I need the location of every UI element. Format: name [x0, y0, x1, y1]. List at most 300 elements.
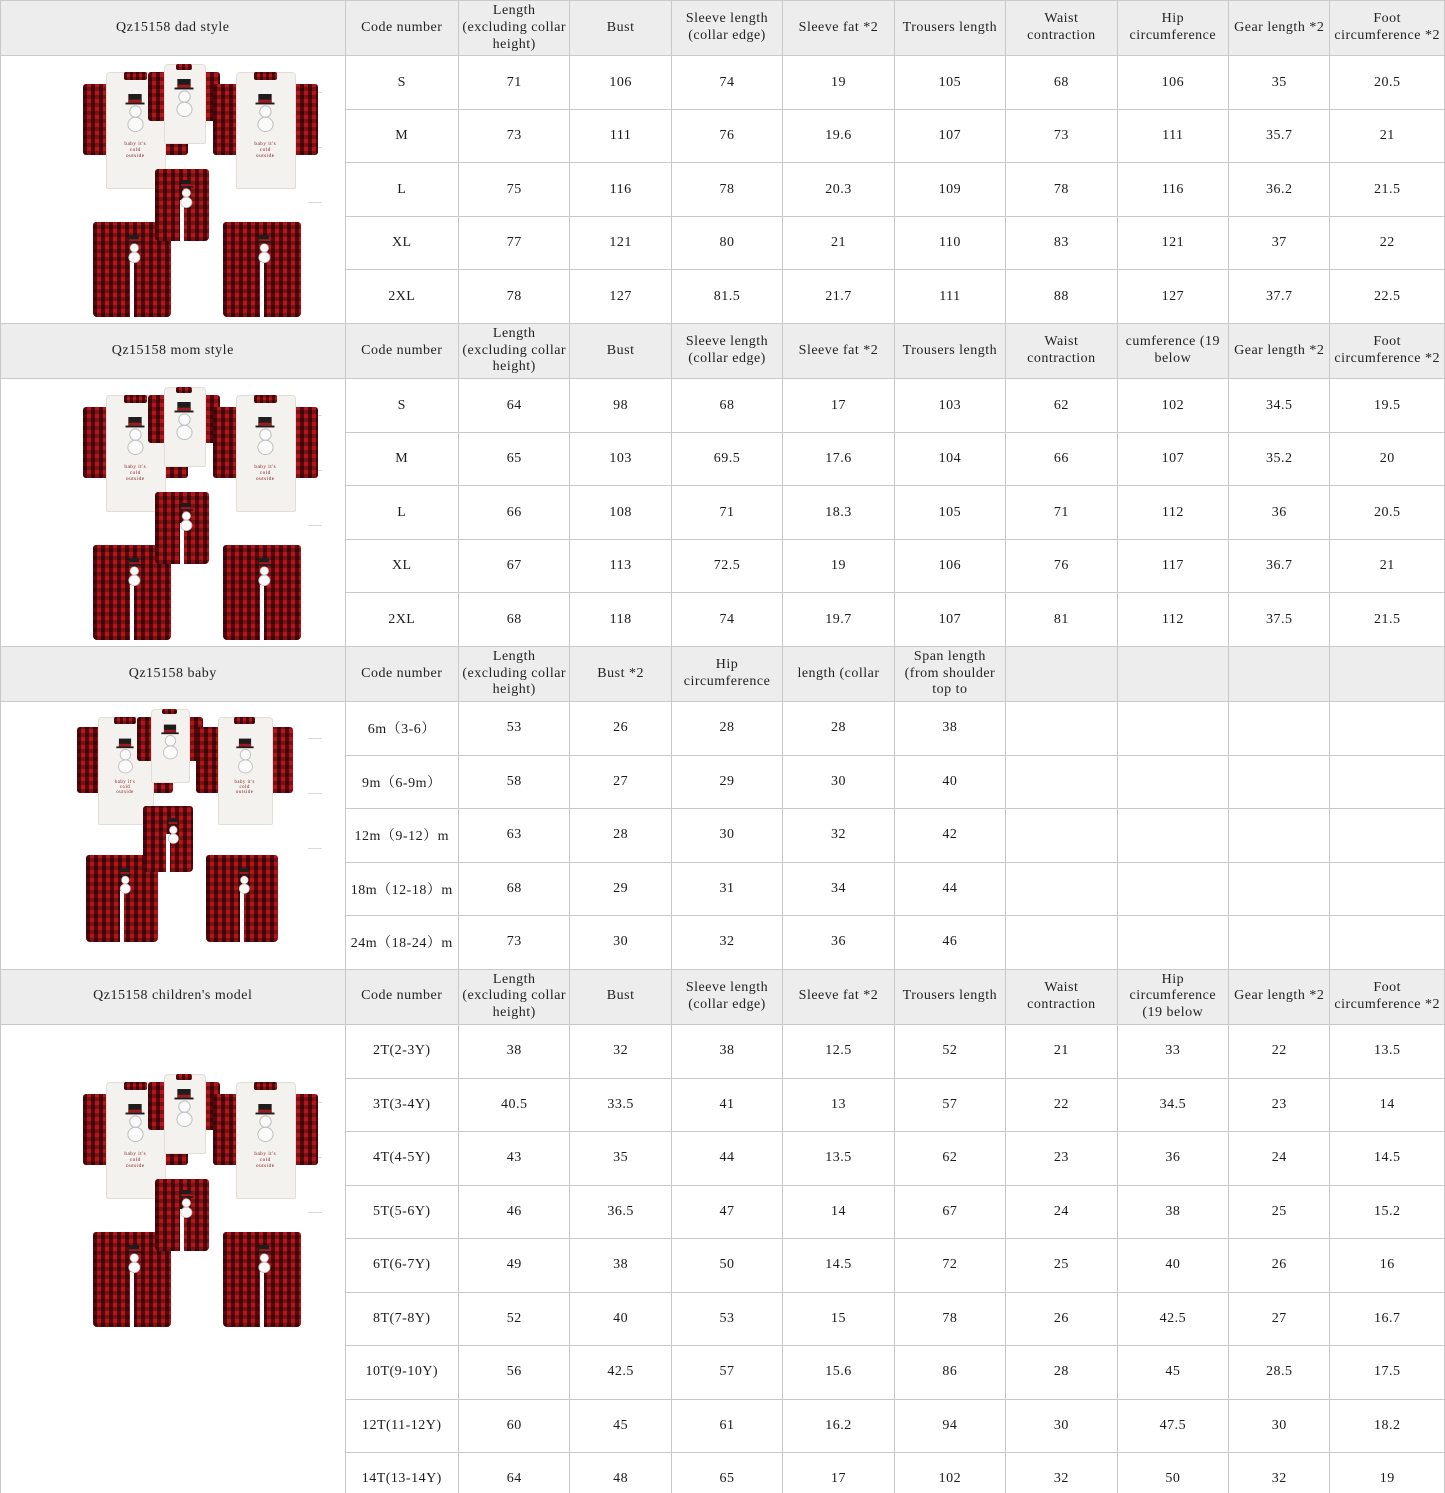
column-header: Sleeve fat *2	[783, 969, 894, 1024]
column-header: Sleeve fat *2	[783, 323, 894, 378]
table-cell	[1229, 755, 1330, 809]
divider-line	[308, 848, 322, 849]
table-cell: 78	[671, 163, 782, 217]
column-header: Sleeve length (collar edge)	[671, 969, 782, 1024]
column-header: Waist contraction	[1006, 969, 1117, 1024]
table-cell: 68	[671, 379, 782, 433]
table-cell: 32	[1006, 1453, 1117, 1493]
table-cell: 47.5	[1117, 1399, 1228, 1453]
table-cell: 103	[894, 379, 1005, 433]
table-cell: 32	[783, 809, 894, 863]
table-cell: 117	[1117, 539, 1228, 593]
table-cell: 18m（12-18）m	[345, 862, 458, 916]
pajama-figure	[213, 395, 318, 510]
column-header: Gear length *2	[1229, 1, 1330, 56]
column-header: Foot circumference *2	[1330, 323, 1445, 378]
section-header-row-children	[1, 969, 1445, 1024]
table-cell: 68	[459, 862, 570, 916]
table-cell: XL	[345, 216, 458, 270]
table-cell: 105	[894, 486, 1005, 540]
table-row	[1, 1025, 1445, 1079]
table-cell: 69.5	[671, 432, 782, 486]
table-cell: 52	[894, 1025, 1005, 1079]
table-cell: 29	[570, 862, 671, 916]
table-cell: 15.6	[783, 1346, 894, 1400]
graphic-text: baby it's cold outside	[254, 464, 277, 483]
snowman-graphic	[125, 417, 146, 455]
table-cell: 116	[570, 163, 671, 217]
table-cell: 34.5	[1117, 1078, 1228, 1132]
table-cell: 18.2	[1330, 1399, 1445, 1453]
table-cell: 43	[459, 1132, 570, 1186]
family-pajama-illustration	[8, 702, 338, 970]
collar	[254, 72, 277, 80]
pajama-top	[213, 72, 318, 187]
table-cell: 74	[671, 56, 782, 110]
table-cell: 16.7	[1330, 1292, 1445, 1346]
snowman-graphic	[255, 417, 276, 455]
table-cell: 19	[783, 539, 894, 593]
table-cell: 73	[459, 916, 570, 970]
pajama-figure	[148, 64, 220, 142]
table-cell: 116	[1117, 163, 1228, 217]
table-cell: 104	[894, 432, 1005, 486]
table-cell: 32	[1229, 1453, 1330, 1493]
table-cell: 62	[894, 1132, 1005, 1186]
table-cell: 72	[894, 1239, 1005, 1293]
sleeve-left	[196, 727, 220, 793]
section-title-baby: Qz15158 baby	[1, 646, 346, 701]
snowman-graphic	[255, 94, 276, 132]
table-cell: 71	[1006, 486, 1117, 540]
table-cell: 35.2	[1229, 432, 1330, 486]
table-row	[1, 702, 1445, 756]
table-cell: 27	[570, 755, 671, 809]
column-header: Length (excluding collar height)	[459, 646, 570, 701]
column-header: Span length (from shoulder top to	[894, 646, 1005, 701]
table-cell: 25	[1229, 1185, 1330, 1239]
table-cell	[1330, 809, 1445, 863]
table-cell	[1117, 702, 1228, 756]
table-cell: 110	[894, 216, 1005, 270]
table-cell: 36.5	[570, 1185, 671, 1239]
table-cell: 52	[459, 1292, 570, 1346]
pajama-figure	[137, 709, 203, 781]
table-cell: 6T(6-7Y)	[345, 1239, 458, 1293]
pajama-top	[148, 64, 220, 142]
table-cell: 33.5	[570, 1078, 671, 1132]
table-cell: 34	[783, 862, 894, 916]
column-header	[1229, 646, 1330, 701]
table-cell: 111	[570, 109, 671, 163]
table-cell: 21.5	[1330, 163, 1445, 217]
snowman-graphic	[125, 94, 146, 132]
column-header: Sleeve length (collar edge)	[671, 323, 782, 378]
table-cell	[1330, 862, 1445, 916]
table-cell: 121	[1117, 216, 1228, 270]
table-cell: 58	[459, 755, 570, 809]
table-cell: 61	[671, 1399, 782, 1453]
snowman-pants-graphic	[126, 558, 141, 586]
table-cell: 40	[894, 755, 1005, 809]
table-cell: 10T(9-10Y)	[345, 1346, 458, 1400]
table-cell: L	[345, 163, 458, 217]
table-cell: 46	[894, 916, 1005, 970]
table-cell: 23	[1229, 1078, 1330, 1132]
table-cell: 42	[894, 809, 1005, 863]
table-cell: 60	[459, 1399, 570, 1453]
table-cell: 36	[1229, 486, 1330, 540]
table-cell: 108	[570, 486, 671, 540]
table-cell: 13	[783, 1078, 894, 1132]
table-cell: 44	[894, 862, 1005, 916]
table-cell: 17.5	[1330, 1346, 1445, 1400]
graphic-text: baby it's cold outside	[234, 780, 255, 796]
table-cell: 28	[671, 702, 782, 756]
table-cell: 28.5	[1229, 1346, 1330, 1400]
table-cell: 38	[459, 1025, 570, 1079]
section-title-children: Qz15158 children's model	[1, 969, 346, 1024]
table-cell: 106	[894, 539, 1005, 593]
collar	[254, 395, 277, 403]
table-cell: 20.3	[783, 163, 894, 217]
table-cell: 73	[459, 109, 570, 163]
table-cell: 50	[671, 1239, 782, 1293]
table-cell: 28	[783, 702, 894, 756]
column-header: length (collar	[783, 646, 894, 701]
table-cell: 20	[1330, 432, 1445, 486]
collar	[114, 717, 135, 724]
table-cell: 16	[1330, 1239, 1445, 1293]
snowman-pants-graphic	[126, 235, 141, 263]
table-cell: 103	[570, 432, 671, 486]
table-cell: 21	[783, 216, 894, 270]
table-cell: 67	[459, 539, 570, 593]
collar	[176, 64, 192, 70]
table-cell: 105	[894, 56, 1005, 110]
table-cell: 9m（6-9m）	[345, 755, 458, 809]
table-cell: 98	[570, 379, 671, 433]
graphic-text: baby it's cold outside	[254, 141, 277, 160]
table-cell: 86	[894, 1346, 1005, 1400]
table-cell	[1330, 755, 1445, 809]
table-cell: 37.5	[1229, 593, 1330, 647]
pajama-top	[148, 1074, 220, 1152]
column-header: cumference (19 below	[1117, 323, 1228, 378]
snowman-graphic	[173, 79, 194, 117]
column-header: Code number	[345, 646, 458, 701]
table-cell: 44	[671, 1132, 782, 1186]
sleeve-left	[213, 84, 239, 155]
column-header: Bust	[570, 969, 671, 1024]
table-cell: 88	[1006, 270, 1117, 324]
table-cell: 2XL	[345, 270, 458, 324]
table-cell: 12.5	[783, 1025, 894, 1079]
table-cell: 12m（9-12）m	[345, 809, 458, 863]
table-cell: 26	[1229, 1239, 1330, 1293]
column-header: Gear length *2	[1229, 969, 1330, 1024]
table-cell: 35.7	[1229, 109, 1330, 163]
column-header: Trousers length	[894, 1, 1005, 56]
table-cell: 32	[570, 1025, 671, 1079]
collar	[176, 1074, 192, 1080]
table-cell: 78	[459, 270, 570, 324]
table-cell: 24	[1006, 1185, 1117, 1239]
snowman-graphic	[160, 725, 179, 760]
divider-line	[308, 202, 322, 203]
table-cell: 3T(3-4Y)	[345, 1078, 458, 1132]
table-cell: 16.2	[783, 1399, 894, 1453]
table-cell: M	[345, 109, 458, 163]
table-cell: 65	[671, 1453, 782, 1493]
table-cell: 12T(11-12Y)	[345, 1399, 458, 1453]
table-row	[1, 56, 1445, 110]
table-cell: 20.5	[1330, 56, 1445, 110]
graphic-text: baby it's cold outside	[254, 1151, 277, 1170]
column-header: Waist contraction	[1006, 1, 1117, 56]
table-cell: 71	[671, 486, 782, 540]
table-cell: 5T(5-6Y)	[345, 1185, 458, 1239]
pajama-top	[213, 1082, 318, 1197]
table-cell: 36	[783, 916, 894, 970]
table-cell: 76	[1006, 539, 1117, 593]
table-cell: 102	[1117, 379, 1228, 433]
column-header: Bust *2	[570, 646, 671, 701]
table-cell: 106	[570, 56, 671, 110]
table-cell: 74	[671, 593, 782, 647]
column-header: Foot circumference *2	[1330, 969, 1445, 1024]
column-header: Code number	[345, 1, 458, 56]
table-cell: 31	[671, 862, 782, 916]
sleeve-left	[83, 1094, 109, 1165]
table-cell: 66	[1006, 432, 1117, 486]
table-cell: 42.5	[1117, 1292, 1228, 1346]
table-cell: 35	[570, 1132, 671, 1186]
table-cell: 71	[459, 56, 570, 110]
table-cell: 20.5	[1330, 486, 1445, 540]
table-cell: 30	[1229, 1399, 1330, 1453]
table-cell: 38	[1117, 1185, 1228, 1239]
table-cell: 45	[1117, 1346, 1228, 1400]
table-cell: 62	[1006, 379, 1117, 433]
table-cell: 36.2	[1229, 163, 1330, 217]
table-cell: 27	[1229, 1292, 1330, 1346]
graphic-text: baby it's cold outside	[124, 141, 147, 160]
column-header: Sleeve length (collar edge)	[671, 1, 782, 56]
column-header	[1006, 646, 1117, 701]
table-cell: 14	[1330, 1078, 1445, 1132]
table-cell: 17	[783, 379, 894, 433]
table-cell	[1006, 702, 1117, 756]
table-cell: 81.5	[671, 270, 782, 324]
graphic-text: baby it's cold outside	[114, 780, 136, 796]
snowman-pants-graphic	[179, 1190, 194, 1218]
sleeve-left	[83, 407, 109, 478]
pajama-figure	[213, 72, 318, 187]
table-cell: 21	[1330, 109, 1445, 163]
section-header-row-mom	[1, 323, 1445, 378]
collar	[254, 1082, 277, 1090]
pajama-figure	[213, 1082, 318, 1197]
product-image-baby	[1, 702, 346, 970]
section-header-row-baby	[1, 646, 1445, 701]
table-cell	[1229, 809, 1330, 863]
table-cell: 36.7	[1229, 539, 1330, 593]
table-cell: 48	[570, 1453, 671, 1493]
column-header: Bust	[570, 323, 671, 378]
table-cell: 53	[671, 1292, 782, 1346]
snowman-graphic	[173, 402, 194, 440]
table-cell: 21	[1006, 1025, 1117, 1079]
table-cell: 63	[459, 809, 570, 863]
divider-line	[308, 1212, 322, 1213]
table-cell: 64	[459, 1453, 570, 1493]
column-header: Foot circumference *2	[1330, 1, 1445, 56]
column-header	[1330, 646, 1445, 701]
table-cell: 41	[671, 1078, 782, 1132]
sleeve-left	[77, 727, 101, 793]
snowman-pants-graphic	[256, 235, 271, 263]
table-cell: 6m（3-6）	[345, 702, 458, 756]
pajama-top	[213, 395, 318, 510]
table-cell: 13.5	[1330, 1025, 1445, 1079]
table-cell: 107	[1117, 432, 1228, 486]
table-cell: 78	[894, 1292, 1005, 1346]
table-cell: 64	[459, 379, 570, 433]
column-header: Waist contraction	[1006, 323, 1117, 378]
pajama-figure	[148, 387, 220, 465]
table-cell: XL	[345, 539, 458, 593]
table-cell: 37.7	[1229, 270, 1330, 324]
table-cell: 24	[1229, 1132, 1330, 1186]
table-cell: 30	[570, 916, 671, 970]
product-image-children	[1, 1025, 346, 1493]
snowman-graphic	[235, 738, 254, 773]
table-cell: 14.5	[783, 1239, 894, 1293]
table-cell: 37	[1229, 216, 1330, 270]
snowman-pants-graphic	[256, 1245, 271, 1273]
sleeve-left	[213, 1094, 239, 1165]
snowman-graphic	[173, 1089, 194, 1127]
table-cell	[1229, 862, 1330, 916]
table-cell: 78	[1006, 163, 1117, 217]
table-cell	[1330, 916, 1445, 970]
snowman-pants-graphic	[179, 180, 194, 208]
collar	[124, 72, 147, 80]
table-cell	[1117, 862, 1228, 916]
table-cell: 25	[1006, 1239, 1117, 1293]
column-header: Gear length *2	[1229, 323, 1330, 378]
table-cell: 112	[1117, 593, 1228, 647]
column-header: Length (excluding collar height)	[459, 969, 570, 1024]
table-cell: 26	[570, 702, 671, 756]
table-cell: 4T(4-5Y)	[345, 1132, 458, 1186]
product-image-dad	[1, 56, 346, 324]
table-cell: 26	[1006, 1292, 1117, 1346]
column-header: Trousers length	[894, 969, 1005, 1024]
table-cell: L	[345, 486, 458, 540]
table-cell: 107	[894, 593, 1005, 647]
table-cell: 49	[459, 1239, 570, 1293]
table-cell: 14.5	[1330, 1132, 1445, 1186]
snowman-pants-graphic	[237, 868, 251, 894]
table-cell: 30	[671, 809, 782, 863]
table-cell: 107	[894, 109, 1005, 163]
table-cell	[1006, 809, 1117, 863]
graphic-text: baby it's cold outside	[124, 464, 147, 483]
column-header: Sleeve fat *2	[783, 1, 894, 56]
table-cell: 50	[1117, 1453, 1228, 1493]
table-cell: 15.2	[1330, 1185, 1445, 1239]
table-cell: 19	[783, 56, 894, 110]
table-cell: 2T(2-3Y)	[345, 1025, 458, 1079]
table-cell: 21	[1330, 539, 1445, 593]
table-cell: 67	[894, 1185, 1005, 1239]
table-cell: 66	[459, 486, 570, 540]
table-cell: 40	[1117, 1239, 1228, 1293]
table-cell: 18.3	[783, 486, 894, 540]
collar	[234, 717, 255, 724]
table-cell: 2XL	[345, 593, 458, 647]
table-cell: 29	[671, 755, 782, 809]
table-cell: 19.7	[783, 593, 894, 647]
collar	[124, 1082, 147, 1090]
table-cell: 46	[459, 1185, 570, 1239]
snowman-pants-graphic	[166, 818, 180, 844]
section-title-dad: Qz15158 dad style	[1, 1, 346, 56]
table-cell: S	[345, 56, 458, 110]
table-cell: 106	[1117, 56, 1228, 110]
table-cell: 14	[783, 1185, 894, 1239]
table-cell: 19.6	[783, 109, 894, 163]
pajama-top	[196, 717, 293, 823]
table-cell: 40.5	[459, 1078, 570, 1132]
table-cell: 34.5	[1229, 379, 1330, 433]
table-cell: 102	[894, 1453, 1005, 1493]
table-cell: S	[345, 379, 458, 433]
table-cell	[1229, 702, 1330, 756]
table-cell: 21.5	[1330, 593, 1445, 647]
table-cell: 28	[1006, 1346, 1117, 1400]
table-cell: 22	[1330, 216, 1445, 270]
sleeve-left	[83, 84, 109, 155]
collar	[176, 387, 192, 393]
table-cell: 68	[1006, 56, 1117, 110]
table-cell	[1117, 809, 1228, 863]
table-cell: 32	[671, 916, 782, 970]
table-cell: 57	[894, 1078, 1005, 1132]
column-header: Length (excluding collar height)	[459, 1, 570, 56]
snowman-graphic	[115, 738, 134, 773]
table-cell: 75	[459, 163, 570, 217]
column-header: Code number	[345, 969, 458, 1024]
section-header-row-dad	[1, 1, 1445, 56]
table-cell: 28	[570, 809, 671, 863]
table-cell: 17.6	[783, 432, 894, 486]
table-cell: 30	[1006, 1399, 1117, 1453]
table-cell	[1117, 755, 1228, 809]
pajama-top	[148, 387, 220, 465]
divider-line	[308, 793, 322, 794]
collar	[124, 395, 147, 403]
divider-line	[308, 738, 322, 739]
table-cell: 112	[1117, 486, 1228, 540]
table-cell	[1006, 862, 1117, 916]
table-cell: 56	[459, 1346, 570, 1400]
table-cell	[1117, 916, 1228, 970]
sleeve-left	[213, 407, 239, 478]
table-cell: 118	[570, 593, 671, 647]
